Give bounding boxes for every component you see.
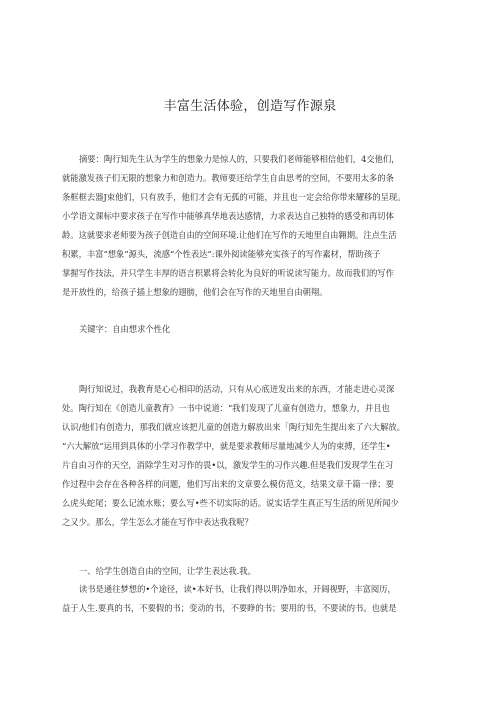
body-line: 么虎头蛇尾；要么记流水账；要么写•些不切实际的话。说实话学生真正写生活的所见所闻少 [62, 498, 399, 508]
body-line: 处。陶行知在《创造儿童教育》一书中说道：“我们发现了儿童有创造力，想象力，并且也 [62, 403, 390, 413]
keywords-line [62, 320, 442, 339]
abstract-line: 就能激发孩子们无限的想象力和创造力。教师要还给学生自由思考的空间，不要用太多的条 [62, 173, 394, 183]
section-heading [62, 562, 442, 581]
section-line: 读书是通往梦想的•个途径，读•本好书，让我们得以明净如水，开阔视野，丰富阅历， [79, 584, 396, 594]
body-line: 作过程中会存在各种各样的问题，他们写出来的文章要么模仿范文，结果文章千篇一律；要 [62, 479, 394, 489]
intro-paragraph [62, 380, 442, 532]
abstract-line: 条框框去器J束他们，只有放手，他们才会有无孤的可能，并且也一定会给你带来耀移的呈现。 [62, 192, 406, 202]
body-line: “六大解放”运用到具体的小学习作教学中，就是要求教师尽量地减少人为的束搏，还学生• [62, 441, 391, 451]
abstract-line: 是开放性的，给孩子插上想象的翅膀，他们会在写作的天地里自由朝翔。 [62, 287, 328, 297]
section-line: 益于人生.要真的书，不要假的书；变动的书，不要睁的书；要用的书，不要读的书。也就是 [62, 603, 397, 613]
abstract-paragraph [62, 150, 442, 302]
keywords-text: 关键字：自由想求个性化 [79, 324, 171, 334]
body-line: 认识/他们有创造力，那我们就应该把儿童的创造力解放出来「陶行知先生提出来了六大解放。 [62, 422, 405, 432]
section-heading-text: 一、给学生创造自由的空间，让学生表达我.我。 [79, 566, 256, 576]
abstract-line: 掌握写作技法，并只学生丰厚的语言枳累将会转化为良好的听说读写能力。故而我们的写作 [62, 268, 394, 278]
abstract-line: 小学语文课标中要求孩子在写作中能够真华地表达感情，力求表达自己独特的感受和再切体 [62, 211, 394, 221]
body-line: 之又少。那么，学生怎么才能在写作中表达我我呢？ [62, 517, 253, 527]
document-title: 丰富生活体验，创造写作源泉 [163, 99, 337, 114]
abstract-line: 龄。这就要求老师要为孩子创造自由的空间环境.让他们在写作的天地里自由翱期。注点生活 [62, 230, 397, 240]
body-line: 片自由习作的天空，消除学生对习作的畏•以，激发学生的习作兴趣.但是我们发现学生在习 [62, 460, 394, 470]
abstract-line: 摘要：陶行知先生认为学生的想象力是惊人的，只要我们老师能够相信他们，4交他们， [79, 154, 400, 164]
abstract-line: 积累，丰富“想象”源头，流感“个性表达”:课外阅读能够充实孩子的写作素材，帮助孩子 [62, 249, 381, 259]
section-paragraph [62, 580, 442, 618]
body-line: 陶行知说过，我教育是心心相印的活动，只有从心底迸发出来的东西，才能走进心灵深 [79, 384, 395, 394]
